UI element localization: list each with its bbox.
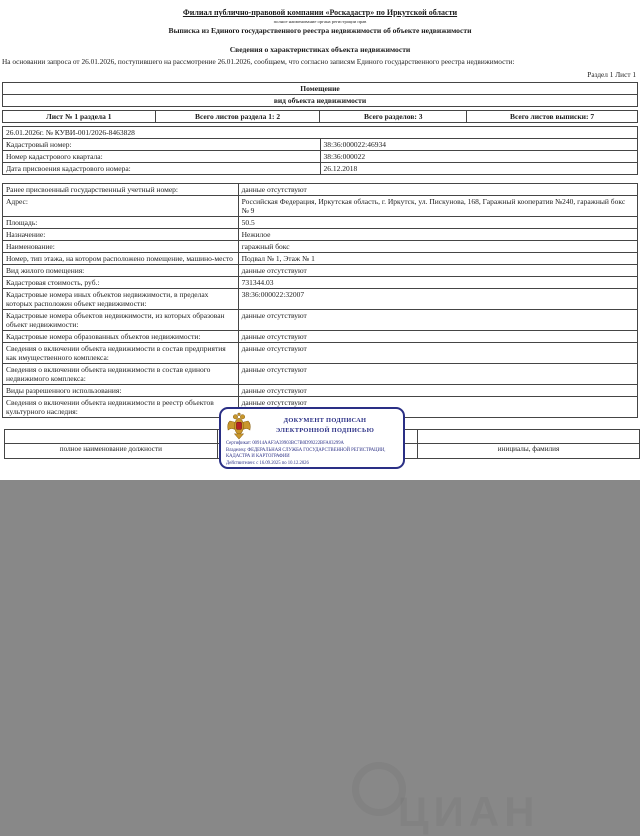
- row-value: 38:36:000022: [320, 151, 638, 163]
- initials-surname-label: инициалы, фамилия: [418, 444, 640, 459]
- table-row: [3, 253, 638, 265]
- watermark-logo-icon: [352, 762, 406, 816]
- cadastral-table: [2, 126, 638, 175]
- stamp-title-line1: ДОКУМЕНТ ПОДПИСАН: [283, 417, 367, 425]
- row-label: Наименование:: [3, 241, 239, 253]
- row-label: Кадастровые номера образованных объектов недвижимости:: [3, 331, 239, 343]
- table-row: [3, 111, 638, 123]
- table-row: [3, 83, 638, 95]
- table-row: [3, 184, 638, 196]
- table-row: [3, 139, 638, 151]
- section-title: Сведения о характеристиках объекта недвижимости: [229, 45, 411, 55]
- row-value: 26.12.2018: [320, 163, 638, 175]
- table-row: [3, 229, 638, 241]
- row-label: Вид жилого помещения:: [3, 265, 239, 277]
- stamp-certificate: Сертификат: 00914AAF3A39903BC7B0D99222BFA03299A: [226, 441, 344, 446]
- row-value: Российская Федерация, Иркутская область, г. Иркутск, ул. Пискунова, 168, Гаражный кооператив №240, гаражный бокс № 9: [238, 196, 637, 217]
- sheet-cell: Лист № 1 раздела 1: [3, 111, 156, 123]
- row-label: Кадастровые номера объектов недвижимости, из которых образован объект недвижимости:: [3, 310, 239, 331]
- sheets-counter-table: [2, 110, 638, 123]
- stamp-title-line2: ЭЛЕКТРОННОЙ ПОДПИСЬЮ: [275, 426, 375, 434]
- row-value: данные отсутствуют: [238, 385, 637, 397]
- row-value: данные отсутствуют: [238, 184, 637, 196]
- details-table: [2, 183, 638, 418]
- sheet-cell: Всего листов раздела 1: 2: [155, 111, 320, 123]
- row-value: Подвал № 1, Этаж № 1: [238, 253, 637, 265]
- row-value: 38:36:000022:46934: [320, 139, 638, 151]
- row-label: Назначение:: [3, 229, 239, 241]
- watermark-text: ЦИАН: [398, 788, 540, 836]
- sheet-cell: Всего разделов: 3: [320, 111, 467, 123]
- row-label: Дата присвоения кадастрового номера:: [3, 163, 321, 175]
- table-row: [3, 289, 638, 310]
- row-label: Виды разрешенного использования:: [3, 385, 239, 397]
- row-value: Нежилое: [238, 229, 637, 241]
- row-label: Площадь:: [3, 217, 239, 229]
- sheet-cell: Всего листов выписки: 7: [467, 111, 638, 123]
- row-label: Кадастровая стоимость, руб.:: [3, 277, 239, 289]
- position-name-label: полное наименование должности: [5, 444, 218, 459]
- row-value: данные отсутствуют: [238, 397, 637, 418]
- table-row: [3, 277, 638, 289]
- table-row: [3, 241, 638, 253]
- org-name: Филиал публично-правовой компании «Роскадастр» по Иркутской области: [182, 8, 458, 17]
- row-label: Ранее присвоенный государственный учетный номер:: [3, 184, 239, 196]
- object-type-value: Помещение: [3, 83, 638, 95]
- table-row: [3, 196, 638, 217]
- electronic-signature-stamp: [219, 407, 405, 469]
- object-type-caption: вид объекта недвижимости: [3, 95, 638, 107]
- row-label: Кадастровые номера иных объектов недвижимости, в пределах которых расположен объект недвижимости:: [3, 289, 239, 310]
- row-value: данные отсутствуют: [238, 310, 637, 331]
- table-row: [3, 265, 638, 277]
- table-row: [3, 127, 638, 139]
- request-basis-line: На основании запроса от 26.01.2026, поступившего на рассмотрение 26.01.2026, сообщаем, что согласно записям Единого государственного реестра недвижимости:: [2, 57, 515, 67]
- section-sheet-label: Раздел 1 Лист 1: [587, 70, 636, 80]
- row-label: Сведения о включении объекта недвижимости в реестр объектов культурного наследия:: [3, 397, 239, 418]
- row-value: данные отсутствуют: [238, 265, 637, 277]
- row-value: данные отсутствуют: [238, 343, 637, 364]
- table-row: [3, 217, 638, 229]
- table-row: [3, 310, 638, 331]
- row-label: Кадастровый номер:: [3, 139, 321, 151]
- org-name-caption: полное наименование органа регистрации прав: [273, 18, 367, 24]
- row-label: Адрес:: [3, 196, 239, 217]
- object-type-table: [2, 82, 638, 107]
- table-row: [3, 151, 638, 163]
- row-label: Номер, тип этажа, на котором расположено помещение, машино-место: [3, 253, 239, 265]
- table-row: [3, 163, 638, 175]
- row-value: данные отсутствуют: [238, 364, 637, 385]
- row-value: 50.5: [238, 217, 637, 229]
- signature-cell: [5, 430, 218, 444]
- table-row: [3, 343, 638, 364]
- table-row: [3, 364, 638, 385]
- row-label: Номер кадастрового квартала:: [3, 151, 321, 163]
- document-number: 26.01.2026г. № КУВИ-001/2026-8463828: [3, 127, 638, 139]
- table-row: [3, 95, 638, 107]
- signature-cell: [418, 430, 640, 444]
- row-label: Сведения о включении объекта недвижимости в состав единого недвижимого комплекса:: [3, 364, 239, 385]
- row-value: 731344.03: [238, 277, 637, 289]
- row-value: данные отсутствуют: [238, 331, 637, 343]
- table-row: [3, 385, 638, 397]
- stamp-owner: Владелец: ФЕДЕРАЛЬНАЯ СЛУЖБА ГОСУДАРСТВЕННОЙ РЕГИСТРАЦИИ, КАДАСТРА И КАРТОГРАФИИ: [226, 447, 386, 460]
- row-label: Сведения о включении объекта недвижимости в состав предприятия как имущественного комплекса:: [3, 343, 239, 364]
- table-row: [3, 331, 638, 343]
- row-value: гаражный бокс: [238, 241, 637, 253]
- stamp-validity: Действителен: с 16.09.2025 по 10.12.2026: [226, 460, 309, 466]
- row-value: 38:36:000022:32007: [238, 289, 637, 310]
- document-title: Выписка из Единого государственного реестра недвижимости об объекте недвижимости: [168, 26, 472, 36]
- coat-of-arms-eagle-icon: [226, 412, 252, 439]
